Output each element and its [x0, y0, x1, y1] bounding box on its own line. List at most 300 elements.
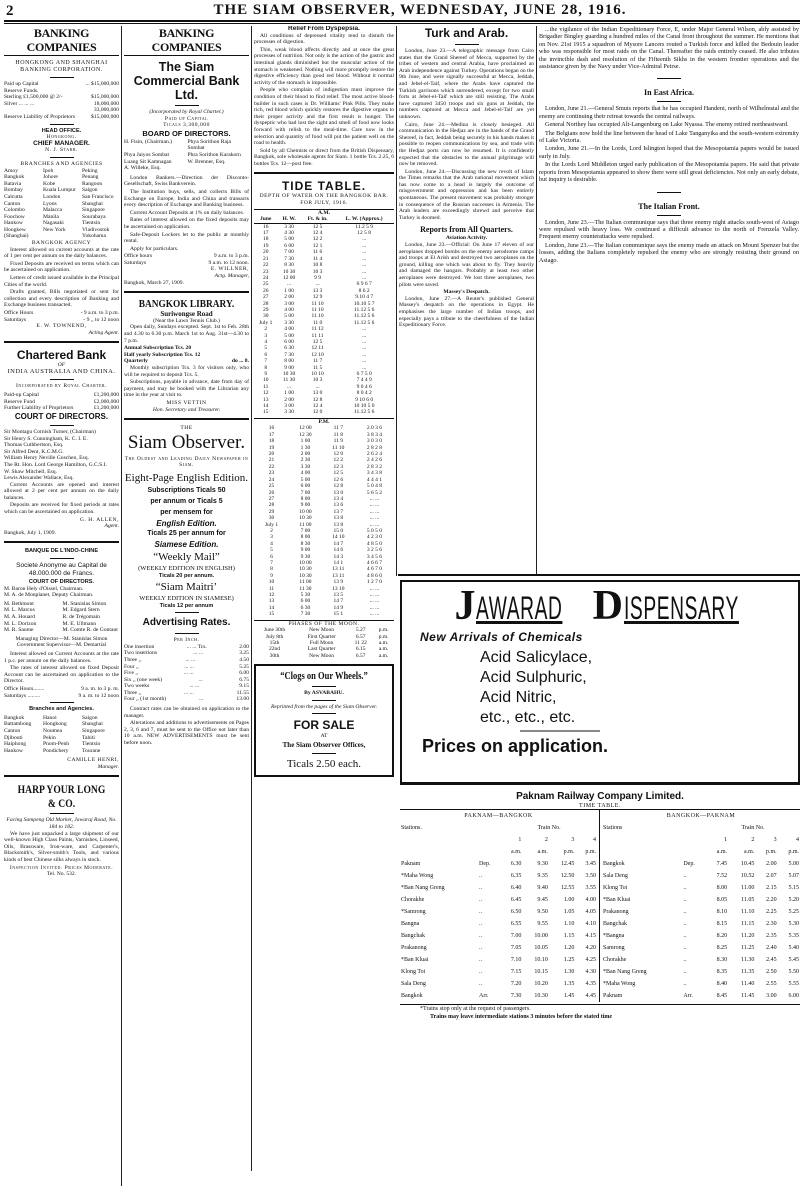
fee-row: [124, 358, 249, 365]
tide-row-cell: 6 7 5 0: [356, 371, 372, 377]
tide-row-cell: 7 00: [300, 489, 311, 496]
signature: CAMILLE HENRI,: [67, 757, 119, 764]
time-cell: Arr.: [478, 993, 489, 999]
tide-row-cell: 11 10: [311, 306, 324, 313]
capital-row-cell: 18,000,000: [93, 100, 119, 107]
time-cell: 11.45: [741, 993, 755, 999]
time-cell: 4.45: [585, 993, 596, 999]
branch-item: Tientsin: [82, 220, 101, 227]
head-office-city: Hongkong.: [46, 134, 77, 141]
director-item: H. Fisin, (Chairman.): [124, 138, 173, 145]
section-heading: BANKING COMPANIES: [124, 26, 249, 56]
rate-row: [124, 644, 249, 651]
rate-row-cell: 6.00: [239, 670, 249, 677]
branch-item: Peking: [82, 167, 98, 174]
tide-row-cell: 20: [268, 451, 275, 458]
tide-row-cell: 10 30: [299, 566, 312, 573]
tide-row-cell: 4 8 5 0: [366, 540, 382, 547]
time-cell: Dep.: [478, 861, 491, 867]
tide-row-cell: 2 6 2 4: [366, 451, 382, 458]
station-row: [602, 882, 800, 894]
tide-row-cell: 13 8: [333, 515, 344, 522]
tide-row-cell: 26: [268, 489, 275, 496]
rate-row-cell: 4.50: [239, 656, 249, 663]
paragraph: Safe-Deposit Lockers let to the public at monthly rental.: [124, 231, 249, 245]
branch-item: Bangkok: [4, 174, 25, 181]
time-cell: 10.45: [740, 861, 755, 867]
harp-footer: Inspection Invited. Prices Moderate.: [9, 864, 114, 871]
branch-item: Pnom-Penh: [43, 741, 70, 748]
tide-row-cell: 25: [262, 281, 269, 288]
date-line: Bangkok, March 27, 1909.: [124, 279, 184, 286]
members-list: [4, 601, 119, 634]
hours-row: [4, 693, 119, 700]
tide-row-cell: ...: [362, 364, 367, 371]
moon-row-cell: 30th: [269, 652, 280, 659]
masthead-rule: [4, 20, 800, 24]
signature-title: Manager.: [97, 763, 119, 770]
branch-item: Djibouti: [4, 734, 23, 741]
advertising-rates-title: Advertising Rates.: [142, 617, 231, 629]
tide-row-cell: ...: [362, 249, 367, 256]
rate-row-cell: One insertion: [124, 643, 155, 650]
nums-cell: 4: [796, 837, 799, 843]
tide-row-cell: 23: [262, 268, 269, 275]
tide-row-cell: ... ...: [369, 502, 380, 509]
italian-front-body: [539, 219, 799, 264]
tide-row-cell: 26: [262, 287, 269, 294]
moon-row-cell: p.m.: [378, 633, 389, 640]
branch-item: Batavia: [4, 180, 22, 187]
time-cell: ..: [683, 981, 687, 987]
railway-table-right: [602, 822, 800, 1002]
branch-item: Amoy: [4, 167, 18, 174]
tide-row-cell: 4 00: [284, 306, 294, 313]
capital-row: [4, 114, 119, 121]
tide-row-cell: 6 9 6 7: [356, 281, 372, 288]
tide-row-cell: 8 30: [300, 540, 311, 547]
moon-row-cell: 22nd: [268, 646, 280, 653]
tide-table-title: TIDE TABLE.: [281, 179, 367, 194]
branch-item: Hanoi: [43, 714, 57, 721]
tide-row-cell: 6 30: [284, 345, 294, 352]
column-divider: [396, 26, 397, 576]
tide-row-cell: 11 7: [333, 425, 344, 432]
tide-row-cell: 11 11: [311, 332, 324, 339]
stations-label: Stations.: [401, 825, 422, 831]
time-cell: 1.05: [563, 909, 575, 915]
tide-row-cell: 9 00: [284, 364, 294, 371]
library-location: (Near the Lawn Tennis Club.): [153, 317, 220, 324]
time-cell: 6.35: [510, 873, 522, 879]
tide-month: FOR JULY, 1916.: [300, 200, 348, 207]
tide-row-cell: ...: [362, 345, 367, 352]
time-cell: 2.35: [766, 933, 777, 939]
siamese-price: Ticals 25 per annum for: [147, 529, 226, 537]
tide-row-cell: ...: [362, 255, 367, 262]
director-item: Luang Sit Kamnagan: [124, 158, 172, 165]
turk-arab-body: [399, 48, 534, 221]
capital-row-cell: ... $15,000,000: [85, 81, 119, 87]
directors-list: [124, 139, 249, 172]
branch-item: Tientsin: [82, 741, 101, 748]
railway-subtitle: TIME TABLE.: [400, 803, 800, 810]
member-item: M. Edgard Stern: [62, 607, 100, 614]
paragraph: Letters of credit issued available in the Principal Cities of the world.: [4, 275, 119, 288]
expedition-body: [539, 26, 799, 70]
time-cell: 8.15: [716, 921, 728, 927]
massey-heading: Massey's Despatch.: [443, 289, 490, 296]
nums-cell: 2: [544, 837, 548, 843]
tide-row-cell: 30: [262, 313, 269, 320]
paragraph: London, June 24.—Discussing the new revolt of Islam the Times remarks that the Arab national movement which has now come to a head is largely the outcome of misgovernment and oppression and has been entirely spontaneous. The present movement was probably stronger in consequence of the Russian successes in Armenia. The Arab leaders are exceedingly shrewd and perceive that Turkey is doomed.: [399, 168, 534, 221]
rate-row-cell: 5.25: [239, 663, 249, 670]
tide-row-cell: 12 0: [312, 409, 323, 416]
branch-item: New York: [43, 226, 66, 233]
tide-row-cell: 12 8: [312, 396, 323, 403]
fee-row-cell: Half yearly Subscription Tcs. 12: [124, 351, 201, 358]
fee-row: [124, 352, 249, 359]
director-item: Phya Jaiyos Sombat: [124, 151, 170, 158]
chemical-item: etc., etc., etc.: [480, 709, 576, 726]
tide-row-cell: 4 6 6 7: [366, 559, 382, 566]
hours-row-cell: Office hours: [124, 253, 153, 260]
tide-row-cell: 9 10 6 0: [355, 396, 374, 403]
branch-item: [43, 233, 80, 240]
capital-row-cell: $15,000,000: [91, 94, 119, 101]
capital-row-cell: Silver ... ... ...: [4, 100, 35, 107]
tide-row-cell: July 1: [259, 319, 273, 326]
tide-row-cell: 8 00: [300, 495, 311, 502]
office-hours: [124, 253, 249, 266]
paknam-bangkok: [400, 810, 600, 1002]
paragraph: London, June 23.—The Italian communique says the enemy made an attack on Mount Spenzer but the losses, adding the Italians completely repulsed the enemy who are strongly resisting their ground on Asiago.: [539, 241, 799, 264]
direction-heading: BANGKOK—PAKNAM: [666, 813, 736, 819]
tide-row-cell: 7: [270, 559, 273, 566]
time-cell: 5.55: [788, 981, 799, 987]
paragraph: London, June 21.—General Smuts reports that he has occupied Handeni, north of Wilhelmstal and the enemy are continuing their retreat towards the central railways.: [539, 105, 799, 120]
time-cell: 8.30: [716, 957, 728, 963]
station-row: [400, 858, 597, 870]
chair-item: M. A. de Monplanet, Deputy Chairman.: [4, 592, 94, 599]
rate-row: [124, 657, 249, 664]
director-item: W. Shaw Mitchell, Esq.: [4, 468, 57, 475]
branch-item: Malacca: [43, 207, 62, 214]
paragraph: London, June 27.—A Reuter's published General Massey's despatch on the operations in Egypt. He emphasises the large number of Indian troops, and especially pays a tribute to the cheerfulness of the Indian Expeditionary Force.: [399, 295, 534, 329]
capital-row: [4, 81, 119, 88]
member-item: M. A. Houard: [4, 614, 36, 620]
hours-row-cell: Saturdays .........: [4, 692, 41, 699]
paragraph: General Northey has occupied Alt-Langenburg on Lake Nyassa. The enemy retired northeastward.: [545, 121, 789, 129]
ampm-cell: a.m.: [511, 849, 522, 855]
nums-cell: 3: [773, 837, 777, 843]
tide-row-cell: 11 10: [311, 313, 324, 320]
am-label: A.M.: [254, 209, 394, 217]
tide-row-cell: 5 00: [300, 476, 311, 483]
moon-row-cell: p.m.: [378, 627, 389, 634]
tide-row-cell: 14 10: [332, 534, 345, 541]
tide-row-cell: 2: [264, 326, 268, 333]
clogs-ad: [254, 664, 394, 777]
weekly-mail: “Weekly Mail”: [153, 550, 220, 563]
jawarad-tagline: New Arrivals of Chemicals: [420, 630, 583, 644]
turk-and-arab-title: Turk and Arab.: [424, 26, 509, 40]
time-cell: Dep.: [683, 861, 695, 867]
time-cell: 2.15: [766, 885, 777, 891]
tide-row-cell: 11 00: [299, 521, 312, 528]
station-row: [602, 918, 800, 930]
tide-row-cell: 24: [268, 476, 275, 483]
title-word: AWARAD: [476, 590, 563, 626]
observer-the: THE: [180, 425, 193, 432]
tide-row-cell: ... ...: [369, 515, 380, 522]
time-cell: ..: [478, 897, 482, 903]
tide-row-cell: 3 4 5 6: [366, 553, 382, 560]
tide-row-cell: ...: [315, 281, 320, 288]
tide-row-cell: 9: [264, 371, 268, 377]
time-cell: 11.00: [741, 885, 755, 891]
tide-row-cell: 12 8: [333, 483, 344, 490]
tide-row-cell: 14 7: [333, 598, 344, 605]
branch-item: Shanghai: [82, 200, 103, 207]
director-item: Phra Sorithon Karakorn: [187, 151, 241, 158]
time-cell: 6.55: [510, 921, 522, 927]
branch-item: Calcutta: [4, 193, 23, 200]
branch-item: Hongkong: [43, 721, 67, 728]
time-cell: 1.35: [563, 981, 575, 987]
time-cell: 7.30: [510, 993, 522, 999]
station-name: Bangkok: [603, 861, 625, 867]
clogs-title: “Clogs on Our Wheels.”: [280, 671, 368, 683]
branch-item: Colombo: [4, 207, 25, 214]
chemical-item: Acid Nitric,: [480, 689, 557, 706]
station-name: Sala Deng: [603, 873, 628, 879]
tide-row-cell: 6 00: [300, 483, 311, 490]
fee-row-cell: do ... 8.: [231, 358, 249, 365]
tide-row-cell: 9 00: [300, 502, 311, 509]
nums-cell: 1: [518, 837, 522, 843]
chief-manager-label: CHIEF MANAGER.: [33, 139, 90, 147]
tide-row-cell: 8 0 4 2: [356, 390, 372, 397]
capital-row-cell: Reserve Liability of Proprietors: [4, 113, 75, 120]
tide-row-cell: 3 00: [284, 403, 294, 410]
member-item: M. Comte R. de Gontaut: [62, 627, 118, 634]
station-name: Bangkok: [401, 993, 423, 999]
observer-subscriptions: [124, 485, 249, 518]
director-item: Phya Sorithon Raja Sombat: [187, 138, 232, 152]
time-cell: 5.15: [788, 885, 799, 891]
time-cell: 8.10: [716, 909, 728, 915]
hours-row: [4, 317, 119, 324]
time-cell: 9.40: [537, 885, 548, 891]
railway-note: *Trains stop only at the request of passengers.: [420, 1006, 531, 1012]
fee-row: [124, 345, 249, 352]
time-cell: 4.25: [585, 957, 596, 963]
member-item: M. L. Marcus: [4, 607, 35, 614]
branch-item: Bangkok: [4, 714, 25, 721]
time-cell: 2.20: [766, 897, 777, 903]
tide-row-cell: 8: [264, 364, 268, 371]
tide-row-cell: 18: [268, 438, 275, 445]
moon-phases-table: [254, 627, 394, 659]
harp-your-long-name: HARP YOUR LONG & CO.: [17, 782, 106, 811]
time-cell: 9.45: [537, 897, 548, 903]
tide-row-cell: 3: [264, 332, 268, 339]
tide-table-pm: [254, 425, 394, 617]
tide-row-cell: 12: [262, 390, 269, 397]
tide-row-cell: 29: [262, 306, 269, 313]
table-header: [254, 216, 394, 223]
station-name: Sala Deng: [401, 981, 426, 987]
tide-row-cell: 12 1: [312, 242, 323, 249]
paragraph: Interest allowed on current accounts at the rate of 1 per cent per annum on the daily balances.: [4, 246, 119, 260]
chairs-list: [4, 586, 119, 599]
tide-row-cell: 5 30: [300, 592, 311, 598]
tide-row-cell: 10: [268, 579, 275, 586]
tide-row-cell: ...: [362, 332, 367, 339]
paragraph: Alterations and additions to advertisements on Pages 2, 3, 6 and 7, must be sent to the Office not later than 10 a.m. NEW ADVERTISEMENTS must be sent before noon.: [124, 720, 249, 747]
column-4: [399, 26, 534, 574]
tide-row-cell: 11 00: [299, 579, 312, 586]
time-cell: 10.52: [740, 873, 755, 879]
rate-row-cell: ... ...: [184, 663, 194, 670]
for-sale: FOR SALE: [293, 718, 355, 733]
jawarad-title: [410, 583, 790, 629]
time-cell: 10.10: [534, 957, 548, 963]
station-name: *Bangna: [603, 933, 625, 939]
station-name: Paknam: [603, 993, 623, 999]
paragraph: Current Accounts are opened and interest allowed at 2 per cent per annum on the daily balances.: [4, 481, 119, 501]
tide-row-cell: 9: [270, 572, 273, 579]
paragraph: The Institution buys, sells, and collects Bills of Exchange on Europe, India and China and transacts every description of Exchange and Banking business.: [124, 188, 249, 209]
office-hours: [4, 310, 119, 323]
branch-item: Johore: [43, 174, 58, 181]
signature-title: Hon. Secretary and Treasurer.: [152, 406, 221, 413]
tide-row-cell: 4: [270, 540, 273, 547]
capital-row-cell: £1,200,000: [93, 392, 119, 399]
hsbc-body: [4, 247, 119, 309]
hours-row-cell: 9 a. m. to 12 noon: [78, 692, 119, 699]
section-rule: [398, 574, 800, 576]
time-cell: 11.25: [741, 945, 755, 951]
tide-row-cell: 15 0: [333, 527, 344, 534]
time-cell: 3.50: [585, 873, 596, 879]
tide-row-cell: 21: [262, 255, 269, 262]
tide-row-cell: ...: [362, 274, 367, 281]
tide-row-cell: 13 11: [332, 566, 345, 573]
station-row: [400, 894, 597, 906]
reports-heading: Reports from All Quarters.: [420, 225, 513, 235]
pm-label: P.M.: [254, 418, 394, 426]
rate-row: [124, 677, 249, 684]
tide-row-cell: 9 00: [300, 547, 311, 554]
tide-row-cell: 3 30: [284, 223, 294, 230]
tide-row-cell: 10 10: [311, 371, 324, 377]
branch-item: Yokohama: [82, 233, 106, 240]
director-item: William Henry Neville Goschen, Esq.: [4, 455, 89, 462]
tide-row-cell: 3: [270, 534, 273, 541]
rate-row-cell: Three ,,: [124, 656, 142, 663]
rate-row-cell: 2.00: [239, 643, 249, 650]
tide-row-cell: 7 00: [300, 527, 311, 534]
tide-row-cell: 5 0 4 8: [366, 483, 382, 490]
nums-cell: 2: [751, 837, 755, 843]
branch-item: Vladivostok: [82, 226, 110, 233]
capital-row: [4, 392, 119, 399]
clogs-office: The Siam Observer Offices,: [282, 741, 366, 750]
tide-row-cell: 8: [270, 566, 273, 573]
time-cell: ..: [478, 969, 482, 975]
moon-row-cell: 15th: [269, 640, 280, 647]
time-cell: ..: [683, 909, 687, 915]
title-word: ISPENSARY: [623, 590, 739, 626]
time-cell: ..: [683, 945, 687, 951]
library-hours: Open daily, Sundays excepted. Sept. 1st to Feb. 28th and 4.30 to 6.30 p.m. March 1st to Aug. 31st—4.30 to 7 p.m.: [124, 324, 249, 344]
capital-value: Ticals 3,300,000: [163, 122, 210, 129]
tide-row-cell: 12 2: [312, 236, 323, 243]
tide-row-cell: 12: [268, 592, 275, 598]
branch-item: Kuala Lumpur: [43, 187, 76, 194]
capital-row: [4, 405, 119, 412]
moon-row-cell: 6.57: [355, 652, 366, 659]
time-cell: 10.00: [534, 933, 548, 939]
time-cell: ..: [478, 933, 482, 939]
station-row: [602, 942, 800, 954]
paragraph: The Belgians now hold the line between the head of Lake Tanganyika and the south-western extremity of Lake Victoria.: [539, 129, 799, 145]
time-cell: ..: [478, 981, 482, 987]
tide-row-cell: 1 00: [300, 438, 311, 445]
hsbc-capital: [4, 81, 119, 121]
station-row: [602, 870, 800, 882]
tide-row: [254, 611, 394, 617]
italian-front-heading: The Italian Front.: [638, 201, 700, 211]
branch-item: Saigon: [82, 714, 98, 721]
column-header: H. W.: [277, 216, 300, 223]
tide-row-cell: 12 2: [333, 457, 344, 464]
page-number: 2: [6, 3, 14, 19]
station-row: [602, 978, 800, 990]
tide-row-cell: 2 00: [300, 451, 311, 458]
tide-row-cell: 10 10 5 0: [353, 403, 375, 410]
rate-row: [124, 650, 249, 657]
branch-item: Battambong: [4, 721, 32, 728]
tide-row-cell: 4 30: [284, 230, 294, 237]
tide-row-cell: 14 9: [333, 604, 344, 611]
station-name: Bangna: [401, 921, 420, 927]
time-cell: 9.35: [537, 873, 548, 879]
time-cell: 6.45: [510, 897, 522, 903]
subscription-line: Subscriptions Ticals 50: [147, 486, 226, 494]
member-item: M. E. Ullmann: [62, 620, 97, 627]
chemicals-list: [410, 648, 790, 728]
time-cell: 5.25: [788, 909, 799, 915]
train-no-label: Train No.: [741, 825, 765, 831]
time-cell: ..: [478, 909, 482, 915]
tide-row-cell: 11 5: [312, 364, 323, 371]
paragraph: Drafts granted, Bills negotiated or sent for collection and every description of Banking and Exchange business transacted.: [4, 289, 119, 309]
tide-row: [254, 409, 394, 415]
time-cell: ..: [478, 921, 482, 927]
tide-row-cell: 6 30: [300, 604, 311, 611]
time-cell: 6.40: [510, 885, 522, 891]
time-cell: 10.05: [534, 945, 548, 951]
station-name: Klong Toi: [603, 885, 628, 891]
railway-title: Paknam Railway Company Limited.: [516, 791, 684, 802]
tide-row-cell: 10 00: [299, 559, 312, 566]
time-cell: 9.30: [537, 861, 548, 867]
time-cell: 11.40: [741, 981, 755, 987]
paragraph: Monthly subscription Tcs. 3 for visitors only, who will be required to deposit Tcs. 5.: [124, 365, 249, 378]
